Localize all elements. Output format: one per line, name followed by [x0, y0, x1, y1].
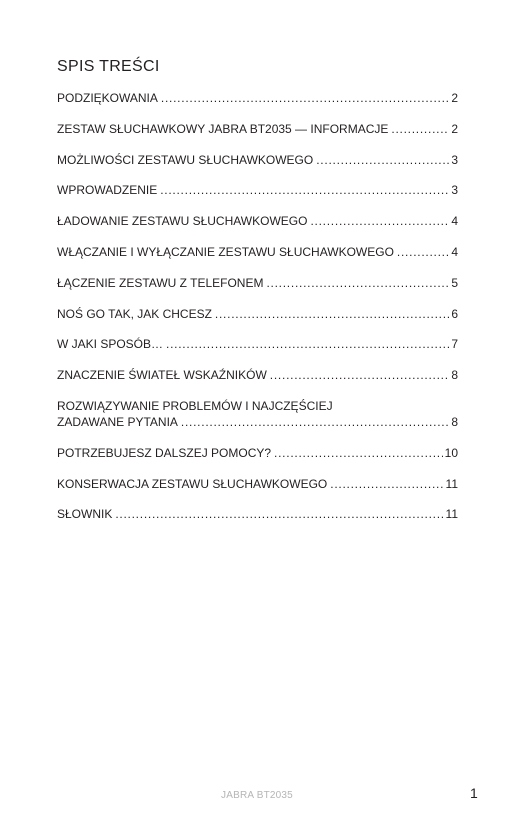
- toc-leader-dots: [397, 244, 449, 260]
- page-number: 1: [470, 785, 478, 801]
- toc-entry-label: MOŻLIWOŚCI ZESTAWU SŁUCHAWKOWEGO: [57, 152, 314, 167]
- toc-entry-label: POTRZEBUJESZ DALSZEJ POMOCY?: [57, 445, 272, 460]
- toc-entry-label: W JAKI SPOSÓB…: [57, 337, 164, 352]
- toc-leader-dots: [330, 476, 443, 492]
- toc-entry-mozliwosci[interactable]: [57, 152, 458, 168]
- toc-entry-label: ŁĄCZENIE ZESTAWU Z TELEFONEM: [57, 275, 264, 290]
- toc-entry-label: ZADAWANE PYTANIA: [57, 414, 178, 429]
- toc-entry-page: 3: [451, 152, 458, 167]
- toc-leader-dots: [160, 182, 449, 198]
- toc-entry-ladowanie[interactable]: [57, 213, 458, 229]
- toc-entry-rozwiazywanie-problemow[interactable]: [57, 398, 458, 430]
- toc-leader-dots: [316, 152, 449, 168]
- toc-leader-dots: [310, 213, 449, 229]
- toc-entry-page: 2: [451, 91, 458, 105]
- toc-entry-znaczenie-swiatel[interactable]: [57, 367, 458, 383]
- toc-title: SPIS TREŚCI: [57, 58, 160, 75]
- toc-entry-wprowadzenie[interactable]: [57, 182, 458, 198]
- toc-leader-dots: [274, 445, 443, 461]
- toc-entry-w-jaki-sposob[interactable]: [57, 336, 458, 352]
- toc-leader-dots: [270, 367, 450, 383]
- toc-entry-label: PODZIĘKOWANIA: [57, 91, 158, 105]
- toc-leader-dots: [161, 90, 449, 106]
- toc-entry-page: 8: [451, 368, 458, 383]
- toc-entry-slownik[interactable]: [57, 506, 458, 522]
- toc-entry-page: 11: [445, 507, 458, 522]
- toc-entry-wlaczanie[interactable]: [57, 244, 458, 260]
- toc-entry-label: ŁADOWANIE ZESTAWU SŁUCHAWKOWEGO: [57, 214, 308, 229]
- toc-entry-page: 4: [451, 214, 458, 229]
- toc-entry-label-line1: ROZWIĄZYWANIE PROBLEMÓW I NAJCZĘŚCIEJ: [57, 398, 333, 413]
- toc-entry-page: 3: [451, 183, 458, 198]
- toc-entry-konserwacja[interactable]: [57, 476, 458, 492]
- toc-entry-label: WPROWADZENIE: [57, 183, 158, 198]
- toc-entry-page: 6: [451, 306, 458, 321]
- toc-entry-page: 8: [451, 414, 458, 429]
- toc-leader-dots: [266, 275, 449, 291]
- toc-entry-page: 7: [451, 337, 458, 352]
- toc-entry-label: SŁOWNIK: [57, 507, 113, 522]
- toc-entry-informacje[interactable]: [57, 121, 458, 137]
- toc-leader-dots: [215, 306, 449, 322]
- toc-leader-dots: [166, 336, 449, 352]
- toc-leader-dots: [391, 121, 449, 137]
- toc-entry-page: 10: [444, 445, 458, 460]
- toc-entry-page: 11: [445, 476, 458, 491]
- toc-entry-nos-go[interactable]: [57, 306, 458, 322]
- toc-entry-label: ZNACZENIE ŚWIATEŁ WSKAŹNIKÓW: [57, 368, 267, 383]
- footer-product-name: JABRA BT2035: [221, 790, 293, 801]
- toc-entry-page: 5: [451, 275, 458, 290]
- toc-entry-label: ZESTAW SŁUCHAWKOWY JABRA BT2035 — INFORMACJE: [57, 121, 389, 136]
- toc-entry-podziekowania[interactable]: [57, 90, 458, 106]
- toc-entry-dalsza-pomoc[interactable]: [57, 445, 458, 461]
- toc-entry-page: 2: [451, 121, 458, 136]
- toc-entry-label: NOŚ GO TAK, JAK CHCESZ: [57, 306, 212, 321]
- toc-leader-dots: [115, 506, 443, 522]
- toc-entry-laczenie[interactable]: [57, 275, 458, 291]
- toc-entry-label: KONSERWACJA ZESTAWU SŁUCHAWKOWEGO: [57, 476, 328, 491]
- table-of-contents: [57, 90, 458, 537]
- toc-entry-label: WŁĄCZANIE I WYŁĄCZANIE ZESTAWU SŁUCHAWKOWEGO: [57, 244, 394, 259]
- toc-entry-page: 4: [451, 244, 458, 259]
- toc-leader-dots: [181, 414, 449, 430]
